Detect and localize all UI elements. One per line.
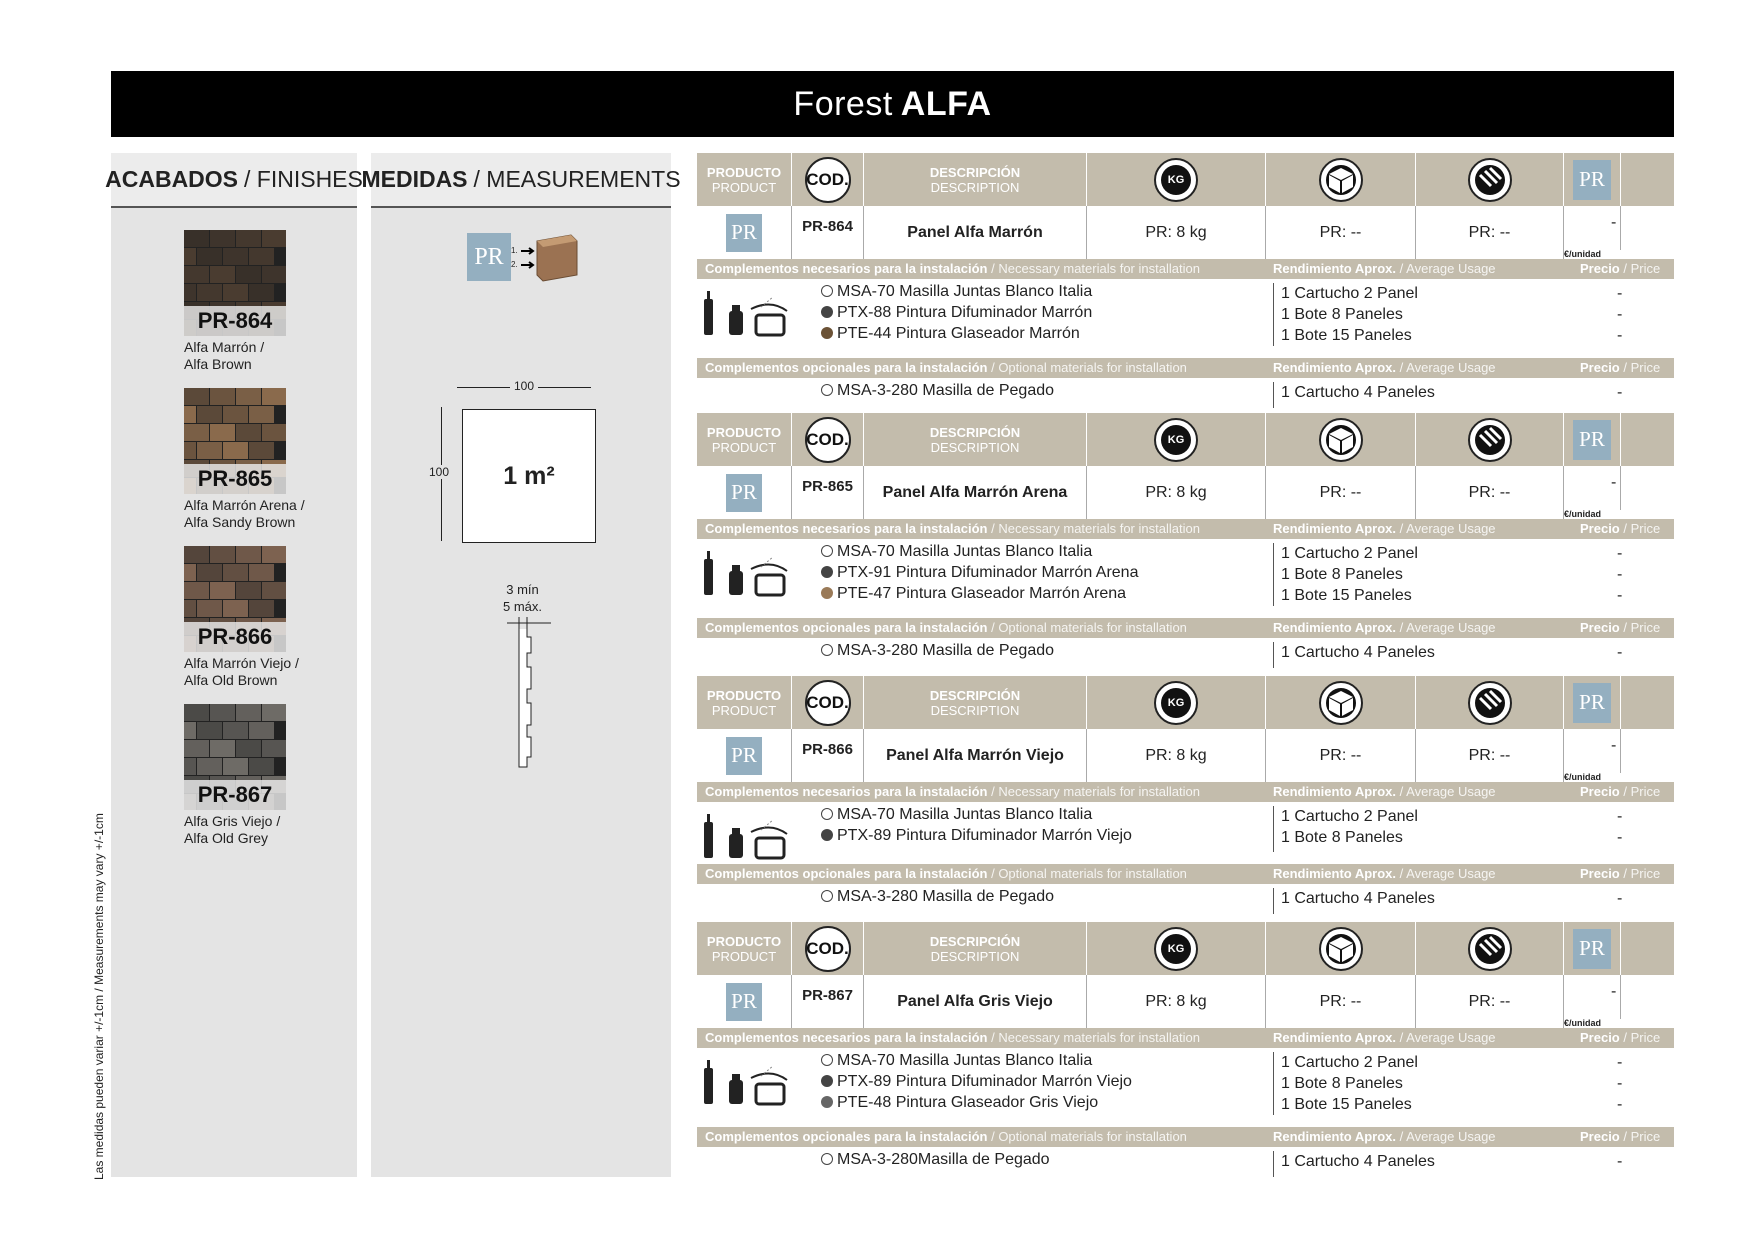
product-pallet-qty: PR: -- (1468, 223, 1511, 241)
needed-item-text: PTX-89 Pintura Difuminador Marrón Viejo (837, 1073, 1132, 1090)
needed-materials-band (697, 1028, 1674, 1048)
needed-usage: 1 Bote 8 Paneles (1281, 566, 1403, 583)
finishes-title-rest: / FINISHES (244, 166, 363, 192)
needed-usage: 1 Cartucho 2 Panel (1281, 545, 1418, 562)
band-price-title: Precio / Price (1580, 1129, 1661, 1144)
finish-swatch (184, 388, 286, 494)
optional-item (821, 380, 1054, 401)
band-usage-title: Rendimiento Aprox. / Average Usage (1273, 866, 1496, 881)
finish-name-en: Alfa Old Grey (184, 830, 269, 846)
band-title: Complementos necesarios para la instalación / Necessary materials for installation (705, 521, 1200, 536)
color-dot-icon (821, 644, 833, 656)
product-box-qty: PR: -- (1319, 223, 1362, 241)
band-title: Complementos opcionales para la instalación / Optional materials for installation (705, 1129, 1187, 1144)
profile-label-1: 1. (511, 246, 518, 255)
finish-item (184, 546, 364, 689)
product-weight: PR: 8 kg (1145, 992, 1207, 1010)
header-descripcion-es: DESCRIPCIÓN (929, 687, 1021, 703)
band-price-title: Precio / Price (1580, 261, 1661, 276)
product-weight: PR: 8 kg (1145, 223, 1207, 241)
kg-icon-label: KG (1161, 688, 1191, 718)
band-usage-title: Rendimiento Aprox. / Average Usage (1273, 1129, 1496, 1144)
finish-name-en: Alfa Old Brown (184, 672, 278, 688)
per-unit-label: €/unidad (1564, 1018, 1602, 1028)
optional-item (821, 886, 1054, 907)
product-price: - (1611, 474, 1617, 491)
finish-name-es: Alfa Gris Viejo / (184, 813, 281, 829)
header-descripcion (930, 934, 1020, 964)
depth-profile-drawing (505, 615, 555, 775)
finish-name-es: Alfa Marrón / (184, 339, 265, 355)
header-description-en: DESCRIPTION (930, 702, 1020, 718)
optional-materials (697, 1147, 1674, 1177)
optional-item-text: MSA-3-280Masilla de Pegado (837, 1151, 1050, 1168)
needed-price: - (1617, 1054, 1623, 1071)
needed-item-text: MSA-70 Masilla Juntas Blanco Italia (837, 543, 1093, 560)
finish-item (184, 388, 364, 531)
needed-usage: 1 Cartucho 2 Panel (1281, 808, 1418, 825)
color-dot-icon (821, 1153, 833, 1165)
color-dot-icon (821, 1054, 833, 1066)
needed-item (821, 825, 1132, 846)
product-box-qty: PR: -- (1319, 992, 1362, 1010)
optional-usage: 1 Cartucho 4 Paneles (1281, 1153, 1435, 1170)
pr-badge: PR (726, 474, 762, 512)
pallet-icon (1468, 927, 1512, 971)
measurements-heading (361, 153, 681, 208)
finishes-title-bold: ACABADOS (105, 166, 239, 192)
product-pallet-qty: PR: -- (1468, 746, 1511, 764)
cod-badge: COD. (805, 417, 851, 463)
header-producto-es: PRODUCTO (706, 687, 782, 703)
color-dot-icon (821, 306, 833, 318)
box-icon (1319, 927, 1363, 971)
measurements-title-rest: / MEASUREMENTS (473, 166, 681, 192)
band-price-title: Precio / Price (1580, 784, 1661, 799)
needed-price: - (1617, 566, 1623, 583)
needed-materials-band (697, 519, 1674, 539)
needed-item-text: PTE-44 Pintura Glaseador Marrón (837, 325, 1080, 342)
header-product-en: PRODUCT (711, 179, 777, 195)
finishes-panel (105, 153, 363, 1177)
table-header (697, 413, 1674, 466)
finish-name (184, 339, 364, 373)
optional-materials (697, 884, 1674, 914)
needed-item-text: PTE-48 Pintura Glaseador Gris Viejo (837, 1094, 1099, 1111)
needed-item-text: PTE-47 Pintura Glaseador Marrón Arena (837, 585, 1127, 602)
pr-badge: PR (467, 233, 511, 281)
needed-item (821, 323, 1092, 344)
pr-price-badge: PR (1573, 929, 1611, 969)
needed-materials (697, 279, 1674, 350)
needed-item (821, 1050, 1132, 1071)
optional-price: - (1617, 1153, 1623, 1170)
product-weight: PR: 8 kg (1145, 483, 1207, 501)
box-icon (1319, 418, 1363, 462)
pallet-icon (1468, 681, 1512, 725)
width-dimension (457, 379, 591, 393)
area-square: 1 m² (462, 409, 596, 543)
per-unit-label: €/unidad (1564, 772, 1602, 782)
header-producto (707, 934, 781, 964)
needed-materials (697, 539, 1674, 610)
header-description-en: DESCRIPTION (930, 179, 1020, 195)
color-dot-icon (821, 1096, 833, 1108)
optional-materials (697, 638, 1674, 668)
color-dot-icon (821, 829, 833, 841)
band-usage-title: Rendimiento Aprox. / Average Usage (1273, 261, 1496, 276)
product-box-qty: PR: -- (1319, 746, 1362, 764)
header-descripcion (930, 425, 1020, 455)
header-producto-es: PRODUCTO (706, 424, 782, 440)
optional-price: - (1617, 384, 1623, 401)
page-title (111, 71, 1674, 137)
product-code: PR-867 (802, 987, 853, 1004)
per-unit-label: €/unidad (1564, 249, 1602, 259)
pr-price-badge: PR (1573, 160, 1611, 200)
header-product-en: PRODUCT (711, 702, 777, 718)
pallet-icon (1468, 158, 1512, 202)
needed-price: - (1617, 285, 1623, 302)
needed-item-text: PTX-88 Pintura Difuminador Marrón (837, 304, 1093, 321)
cod-badge: COD. (805, 680, 851, 726)
profile-label-2: 2. (511, 260, 518, 269)
header-producto (707, 688, 781, 718)
needed-item (821, 1071, 1132, 1092)
table-header (697, 676, 1674, 729)
finish-name-en: Alfa Sandy Brown (184, 514, 296, 530)
weight-kg-icon (1154, 927, 1198, 971)
needed-price: - (1617, 1075, 1623, 1092)
pr-price-badge: PR (1573, 683, 1611, 723)
band-usage-title: Rendimiento Aprox. / Average Usage (1273, 1030, 1496, 1045)
needed-materials-band (697, 259, 1674, 279)
optional-item (821, 1149, 1050, 1170)
measurements-panel (361, 153, 681, 1177)
product-price: - (1611, 214, 1617, 231)
finish-name (184, 497, 364, 531)
header-producto (707, 425, 781, 455)
measurement-note: Las medidas pueden variar +/-1cm / Measurements may vary +/-1cm (92, 813, 106, 1180)
kg-icon-label: KG (1161, 165, 1191, 195)
product-description: Panel Alfa Marrón Viejo (886, 746, 1064, 764)
header-product-en: PRODUCT (711, 948, 777, 964)
product-row (697, 729, 1674, 782)
optional-price: - (1617, 644, 1623, 661)
installation-tools-icon (701, 549, 791, 597)
color-dot-icon (821, 808, 833, 820)
optional-item (821, 640, 1054, 661)
header-descripcion-es: DESCRIPCIÓN (929, 164, 1021, 180)
finish-name-es: Alfa Marrón Arena / (184, 497, 305, 513)
band-title: Complementos necesarios para la instalación / Necessary materials for installation (705, 784, 1200, 799)
optional-item-text: MSA-3-280 Masilla de Pegado (837, 382, 1055, 399)
color-dot-icon (821, 1075, 833, 1087)
installation-tools-icon (701, 289, 791, 337)
finish-swatch (184, 230, 286, 336)
needed-usage: 1 Bote 15 Paneles (1281, 587, 1412, 604)
band-title: Complementos opcionales para la instalación / Optional materials for installation (705, 866, 1187, 881)
installation-tools-icon (701, 812, 791, 860)
band-price-title: Precio / Price (1580, 1030, 1661, 1045)
pr-badge: PR (726, 214, 762, 252)
band-title: Complementos opcionales para la instalación / Optional materials for installation (705, 360, 1187, 375)
needed-price: - (1617, 587, 1623, 604)
kg-icon-label: KG (1161, 934, 1191, 964)
pallet-icon (1468, 418, 1512, 462)
weight-kg-icon (1154, 418, 1198, 462)
needed-item (821, 281, 1092, 302)
cod-badge: COD. (805, 157, 851, 203)
needed-item (821, 541, 1138, 562)
optional-price: - (1617, 890, 1623, 907)
needed-usage: 1 Bote 8 Paneles (1281, 1075, 1403, 1092)
needed-item (821, 1092, 1132, 1113)
band-usage-title: Rendimiento Aprox. / Average Usage (1273, 620, 1496, 635)
product-price: - (1611, 737, 1617, 754)
band-price-title: Precio / Price (1580, 521, 1661, 536)
finish-code: PR-864 (184, 306, 286, 336)
needed-price: - (1617, 327, 1623, 344)
needed-item-text: MSA-70 Masilla Juntas Blanco Italia (837, 283, 1093, 300)
needed-item-text: MSA-70 Masilla Juntas Blanco Italia (837, 806, 1093, 823)
product-pallet-qty: PR: -- (1468, 483, 1511, 501)
needed-materials-band (697, 782, 1674, 802)
optional-item-text: MSA-3-280 Masilla de Pegado (837, 888, 1055, 905)
optional-materials-band (697, 618, 1674, 638)
finish-code: PR-865 (184, 464, 286, 494)
needed-item (821, 562, 1138, 583)
needed-price: - (1617, 808, 1623, 825)
table-header (697, 153, 1674, 206)
product-code: PR-864 (802, 218, 853, 235)
weight-kg-icon (1154, 158, 1198, 202)
band-price-title: Precio / Price (1580, 866, 1661, 881)
finish-swatch (184, 704, 286, 810)
product-row (697, 466, 1674, 519)
header-product-en: PRODUCT (711, 439, 777, 455)
product-weight: PR: 8 kg (1145, 746, 1207, 764)
header-producto (707, 165, 781, 195)
needed-usage: 1 Cartucho 2 Panel (1281, 1054, 1418, 1071)
needed-price: - (1617, 306, 1623, 323)
installation-tools-icon (701, 1058, 791, 1106)
optional-item-text: MSA-3-280 Masilla de Pegado (837, 642, 1055, 659)
color-dot-icon (821, 566, 833, 578)
needed-price: - (1617, 1096, 1623, 1113)
needed-item-text: MSA-70 Masilla Juntas Blanco Italia (837, 1052, 1093, 1069)
finish-name (184, 813, 364, 847)
weight-kg-icon (1154, 681, 1198, 725)
width-label: 100 (510, 379, 538, 393)
depth-max: 5 máx. (503, 599, 543, 614)
needed-usage: 1 Bote 8 Paneles (1281, 829, 1403, 846)
finish-code: PR-866 (184, 622, 286, 652)
per-unit-label: €/unidad (1564, 509, 1602, 519)
box-icon (1319, 681, 1363, 725)
needed-usage: 1 Bote 15 Paneles (1281, 1096, 1412, 1113)
header-producto-es: PRODUCTO (706, 933, 782, 949)
product-row (697, 975, 1674, 1028)
color-dot-icon (821, 587, 833, 599)
product-pallet-qty: PR: -- (1468, 992, 1511, 1010)
title-light: Forest (793, 84, 893, 123)
band-usage-title: Rendimiento Aprox. / Average Usage (1273, 360, 1496, 375)
needed-materials (697, 802, 1674, 856)
optional-materials-band (697, 864, 1674, 884)
product-code: PR-865 (802, 478, 853, 495)
optional-usage: 1 Cartucho 4 Paneles (1281, 644, 1435, 661)
finish-item (184, 230, 364, 373)
cod-badge: COD. (805, 926, 851, 972)
header-descripcion (930, 165, 1020, 195)
needed-item (821, 583, 1138, 604)
product-description: Panel Alfa Marrón (907, 223, 1043, 241)
table-header (697, 922, 1674, 975)
finish-name (184, 655, 364, 689)
height-label: 100 (429, 465, 450, 479)
optional-usage: 1 Cartucho 4 Paneles (1281, 384, 1435, 401)
finish-code: PR-867 (184, 780, 286, 810)
finish-name-en: Alfa Brown (184, 356, 252, 372)
finish-swatch (184, 546, 286, 652)
band-usage-title: Rendimiento Aprox. / Average Usage (1273, 521, 1496, 536)
header-description-en: DESCRIPTION (930, 948, 1020, 964)
optional-materials-band (697, 358, 1674, 378)
header-descripcion (930, 688, 1020, 718)
product-description: Panel Alfa Gris Viejo (897, 992, 1053, 1010)
depth-min: 3 mín (506, 582, 539, 597)
finishes-heading (105, 153, 363, 208)
needed-item (821, 804, 1132, 825)
optional-usage: 1 Cartucho 4 Paneles (1281, 890, 1435, 907)
needed-usage: 1 Bote 8 Paneles (1281, 306, 1403, 323)
band-title: Complementos necesarios para la instalación / Necessary materials for installation (705, 261, 1200, 276)
box-icon (1319, 158, 1363, 202)
title-bold: ALFA (900, 84, 992, 123)
needed-usage: 1 Bote 15 Paneles (1281, 327, 1412, 344)
needed-usage: 1 Cartucho 2 Panel (1281, 285, 1418, 302)
header-descripcion-es: DESCRIPCIÓN (929, 424, 1021, 440)
product-price: - (1611, 983, 1617, 1000)
header-description-en: DESCRIPTION (930, 439, 1020, 455)
pr-price-badge: PR (1573, 420, 1611, 460)
finish-item (184, 704, 364, 847)
band-usage-title: Rendimiento Aprox. / Average Usage (1273, 784, 1496, 799)
product-box-qty: PR: -- (1319, 483, 1362, 501)
measurements-title-bold: MEDIDAS (361, 166, 468, 192)
product-code: PR-866 (802, 741, 853, 758)
band-price-title: Precio / Price (1580, 360, 1661, 375)
kg-icon-label: KG (1161, 425, 1191, 455)
band-title: Complementos opcionales para la instalación / Optional materials for installation (705, 620, 1187, 635)
needed-item-text: PTX-89 Pintura Difuminador Marrón Viejo (837, 827, 1132, 844)
pr-badge: PR (726, 983, 762, 1021)
needed-item (821, 302, 1092, 323)
band-price-title: Precio / Price (1580, 620, 1661, 635)
needed-item-text: PTX-91 Pintura Difuminador Marrón Arena (837, 564, 1139, 581)
pr-badge: PR (726, 737, 762, 775)
color-dot-icon (821, 285, 833, 297)
needed-materials (697, 1048, 1674, 1119)
finish-name-es: Alfa Marrón Viejo / (184, 655, 299, 671)
needed-price: - (1617, 545, 1623, 562)
needed-price: - (1617, 829, 1623, 846)
panel-profile-icon (511, 231, 581, 285)
header-producto-es: PRODUCTO (706, 164, 782, 180)
color-dot-icon (821, 545, 833, 557)
product-description: Panel Alfa Marrón Arena (882, 483, 1068, 501)
color-dot-icon (821, 384, 833, 396)
product-row (697, 206, 1674, 259)
depth-label (503, 581, 542, 615)
optional-materials (697, 378, 1674, 408)
optional-materials-band (697, 1127, 1674, 1147)
color-dot-icon (821, 327, 833, 339)
band-title: Complementos necesarios para la instalación / Necessary materials for installation (705, 1030, 1200, 1045)
color-dot-icon (821, 890, 833, 902)
header-descripcion-es: DESCRIPCIÓN (929, 933, 1021, 949)
